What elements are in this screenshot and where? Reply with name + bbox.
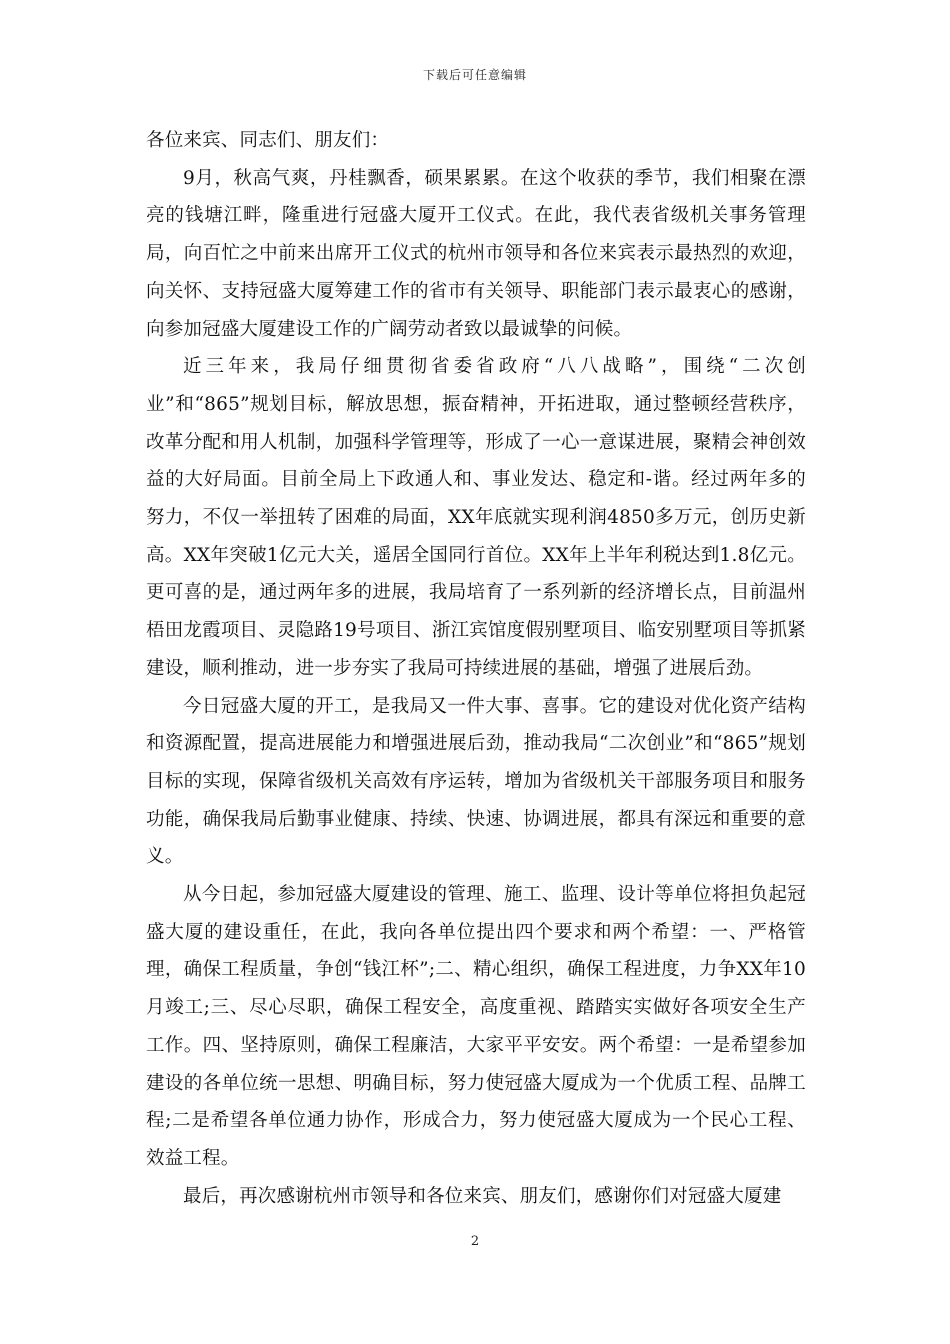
- paragraph-requirements: 从今日起，参加冠盛大厦建设的管理、施工、监理、设计等单位将担负起冠盛大厦的建设重任，在此，我向各单位提出四个要求和两个希望：一、严格管理，确保工程质量，争创“钱江杯”;二、精心组织，确保工程进度，力争XX年10月竣工;三、尽心尽职，确保工程安全，高度重视、踏踏实实做好各项安全生产工作。四、坚持原则，确保工程廉洁，大家平平安安。两个希望：一是希望参加建设的各单位统一思想、明确目标，努力使冠盛大厦成为一个优质工程、品牌工程;二是希望各单位通力协作，形成合力，努力使冠盛大厦成为一个民心工程、效益工程。: [146, 884, 806, 1169]
- salutation: 各位来宾、同志们、朋友们：: [146, 130, 390, 151]
- paragraph-achievements: 近三年来，我局仔细贯彻省委省政府“八八战略”，围绕“二次创业”和“865”规划目标，解放思想，振奋精神，开拓进取，通过整顿经营秩序，改革分配和用人机制，加强科学管理等，形成了一心一意谋进展，聚精会神创效益的大好局面。目前全局上下政通人和、事业发达、稳定和-谐。经过两年多的努力，不仅一举扭转了困难的局面，XX年底就实现利润4850多万元，创历史新高。XX年突破1亿元大关，遥居全国同行首位。XX年上半年利税达到1.8亿元。更可喜的是，通过两年多的进展，我局培育了一系列新的经济增长点，目前温州梧田龙霞项目、灵隐路19号项目、浙江宾馆度假别墅项目、临安别墅项目等抓紧建设，顺利推动，进一步夯实了我局可持续进展的基础，增强了进展后劲。: [146, 356, 806, 679]
- page-number: 2: [470, 1234, 480, 1249]
- paragraph-opening: 9月，秋高气爽，丹桂飘香，硕果累累。在这个收获的季节，我们相聚在漂亮的钱塘江畔，隆重进行冠盛大厦开工仪式。在此，我代表省级机关事务管理局，向百忙之中前来出席开工仪式的杭州市领导和各位来宾表示最热烈的欢迎，向关怀、支持冠盛大厦筹建工作的省市有关领导、职能部门表示最衷心的感谢，向参加冠盛大厦建设工作的广阔劳动者致以最诚挚的问候。: [146, 167, 806, 340]
- page-header: 下载后可任意编辑: [422, 68, 527, 82]
- paragraph-closing: 最后，再次感谢杭州市领导和各位来宾、朋友们，感谢你们对冠盛大厦建: [183, 1185, 782, 1207]
- document-body: [146, 122, 806, 1215]
- paragraph-significance: 今日冠盛大厦的开工，是我局又一件大事、喜事。它的建设对优化资产结构和资源配置，提高进展能力和增强进展后劲，推动我局“二次创业”和“865”规划目标的实现，保障省级机关高效有序运转，增加为省级机关干部服务项目和服务功能，确保我局后勤事业健康、持续、快速、协调进展，都具有深远和重要的意义。: [146, 695, 806, 868]
